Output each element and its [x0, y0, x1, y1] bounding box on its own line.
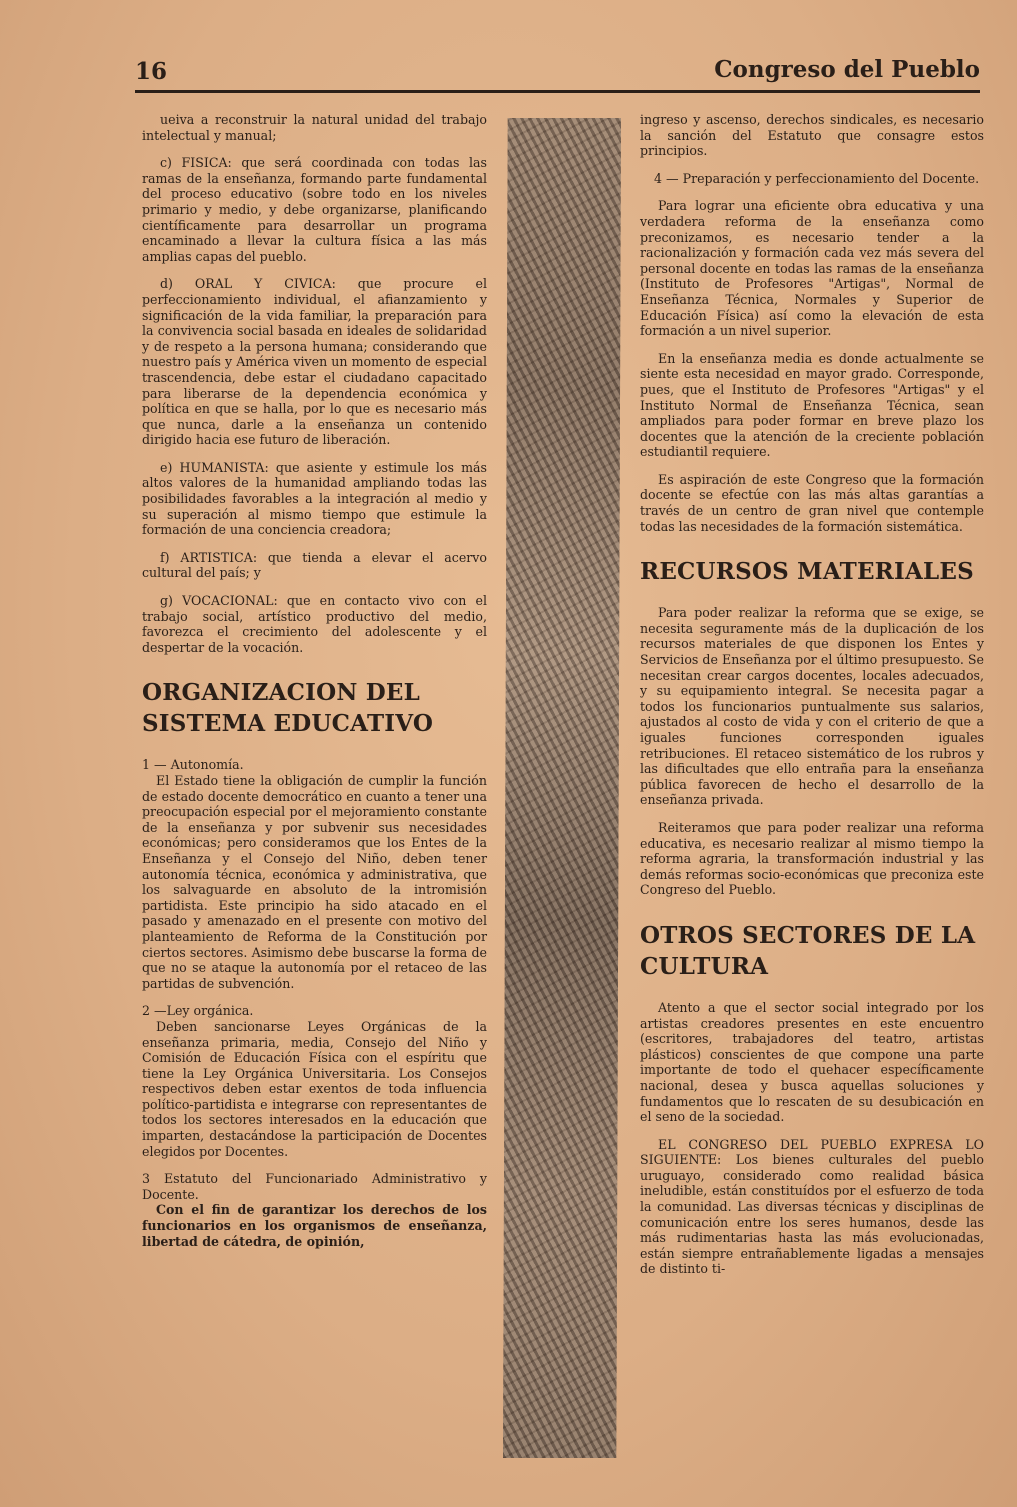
item-heading-ley-organica: 2 —Ley orgánica.	[142, 1003, 254, 1019]
paragraph-artistica: f) ARTISTICA: que tienda a elevar el acervo cultural del país; y	[142, 549, 487, 581]
paragraph: Para poder realizar la reforma que se exige, se necesita seguramente más de la duplicación de los recursos materiales de que disponen los Entes y Servicios de Enseñanza por el último presupuesto. Se necesitan crear cargos docentes, locales adecuados, y su equipamiento integral. Se necesita pagar a todos los funcionarios puntualmente sus salarios, ajustados al costo de vida y con el criterio de que a iguales funciones corresponden iguales retribuciones. El retaceo sistemático de los rubros y las dificultades que ello entraña para la enseñanza pública favorecen de hecho el desarrollo de la enseñanza privada.	[640, 605, 984, 808]
left-column	[142, 112, 487, 1261]
paragraph: ueiva a reconstruir la natural unidad del trabajo intelectual y manual;	[142, 112, 487, 143]
section-heading-otros-sectores: OTROS SECTORES DE LA CULTURA	[640, 921, 976, 980]
running-title: Congreso del Pueblo	[714, 56, 980, 83]
paragraph-ley-organica: Deben sancionarse Leyes Orgánicas de la enseñanza primaria, media, Consejo del Niño y Comisión de Educación Física con el espíritu que tiene la Ley Orgánica Universitaria. Los Consejos respectivos deben estar exentos de toda influencia político-partidista e integrarse con representantes de todos los sectores interesados en la educación que imparten, destacándose la participación de Docentes elegidos por Docentes.	[142, 1018, 487, 1159]
paragraph-humanista: e) HUMANISTA: que asiente y estimule los más altos valores de la humanidad ampliando todas las posibilidades favorables a la integración al medio y su superación al mismo tiempo que estimule la formación de una conciencia creadora;	[142, 459, 487, 538]
item-heading-preparacion: 4 — Preparación y perfeccionamiento del Docente.	[654, 170, 980, 186]
paragraph-congreso-expresa: EL CONGRESO DEL PUEBLO EXPRESA LO SIGUIENTE: Los bienes culturales del pueblo uruguayo, considerado como realidad básica ineludible, están constituídos por el esfuerzo de toda la comunidad. Las diversas técnicas y disciplinas de comunicación entre los seres humanos, desde las más rudimentarias hasta las más evolucionadas, están siempre entrañablemente ligadas a mensajes de distinto ti-	[640, 1136, 984, 1277]
paragraph-estatuto: Con el fin de garantizar los derechos de los funcionarios en los organismos de enseñanza, libertad de cátedra, de opinión,	[142, 1202, 487, 1249]
item-heading-autonomia: 1 — Autonomía.	[142, 757, 244, 773]
halftone-crowd-photo-strip	[503, 118, 621, 1458]
right-column	[640, 112, 984, 1289]
page-number: 16	[135, 58, 168, 85]
section-heading-organizacion: ORGANIZACION DEL SISTEMA EDUCATIVO	[142, 679, 434, 738]
paragraph: En la enseñanza media es donde actualmente se siente esta necesidad en mayor grado. Corresponde, pues, que el Instituto de Profesores "Artigas" y el Instituto Normal de Enseñanza Técnica, sean ampliados para poder formar en breve plazo los docentes que la atención de la creciente población estudiantil requiere.	[640, 350, 984, 460]
paragraph-civica: d) ORAL Y CIVICA: que procure el perfeccionamiento individual, el afianzamiento y significación de la vida familiar, la preparación para la convivencia social basada en ideales de solidaridad y de respeto a la persona humana; considerando que nuestro país y América viven un momento de especial trascendencia, debe estar el ciudadano capacitado para liberarse de la dependencia económica y política en que se halla, por lo que es necesario más que nunca, darle a la enseñanza un contenido dirigido hacia ese futuro de liberación.	[142, 276, 487, 448]
paragraph-fisica: c) FISICA: que será coordinada con todas las ramas de la enseñanza, formando parte fundamental del proceso educativo (sobre todo en los niveles primario y medio, y debe organizarse, planificando científicamente para desarrollar un programa encaminado a llevar la cultura física a las más amplias capas del pueblo.	[142, 155, 487, 264]
item-heading-estatuto: 3 Estatuto del Funcionariado Administrativo y Docente.	[142, 1171, 487, 1202]
paragraph: Para lograr una eficiente obra educativa y una verdadera reforma de la enseñanza como preconizamos, es necesario tender a la racionalización y formación cada vez más severa del personal docente en todas las ramas de la enseñanza (Instituto de Profesores "Artigas", Normal de Enseñanza Técnica, Normales y Superior de Educación Física) así como la elevación de esta formación a un nivel superior.	[640, 198, 984, 339]
paragraph: Es aspiración de este Congreso que la formación docente se efectúe con las más altas garantías a través de un centro de gran nivel que contemple todas las necesidades de la formación sistemática.	[640, 471, 984, 534]
paragraph-vocacional: g) VOCACIONAL: que en contacto vivo con el trabajo social, artístico productivo del medio, favorezca el crecimiento del adolescente y el despertar de la vocación.	[142, 593, 487, 655]
paragraph: Reiteramos que para poder realizar una reforma educativa, es necesario realizar al mismo tiempo la reforma agraria, la transformación industrial y las demás reformas socio-económicas que preconiza este Congreso del Pueblo.	[640, 819, 984, 898]
paragraph: ingreso y ascenso, derechos sindicales, es necesario la sanción del Estatuto que consagre estos principios.	[640, 112, 984, 159]
paragraph: Atento a que el sector social integrado por los artistas creadores presentes en este encuentro (escritores, trabajadores del teatro, artistas plásticos) conscientes de que compone una parte importante de todo el quehacer específicamente nacional, desea y busca aquellas soluciones y fundamentos que lo rescaten de su desubicación en el seno de la sociedad.	[640, 999, 984, 1125]
paragraph-autonomia: El Estado tiene la obligación de cumplir la función de estado docente democrático en cuanto a tener una preocupación especial por el mejoramiento constante de la enseñanza y por subvenir sus necesidades económicas; pero consideramos que los Entes de la Enseñanza y el Consejo del Niño, deben tener autonomía técnica, económica y administrativa, que los salvaguarde en absoluto de la intromisión partidista. Este principio ha sido atacado en el pasado y amenazado en el presente con motivo del planteamiento de Reforma de la Constitución por ciertos sectores. Asimismo debe buscarse la forma de que no se ataque la autonomía por el retaceo de las partidas de subvención.	[142, 773, 487, 991]
header-rule	[135, 90, 980, 93]
page-header	[135, 54, 980, 90]
section-heading-recursos: RECURSOS MATERIALES	[640, 558, 974, 586]
